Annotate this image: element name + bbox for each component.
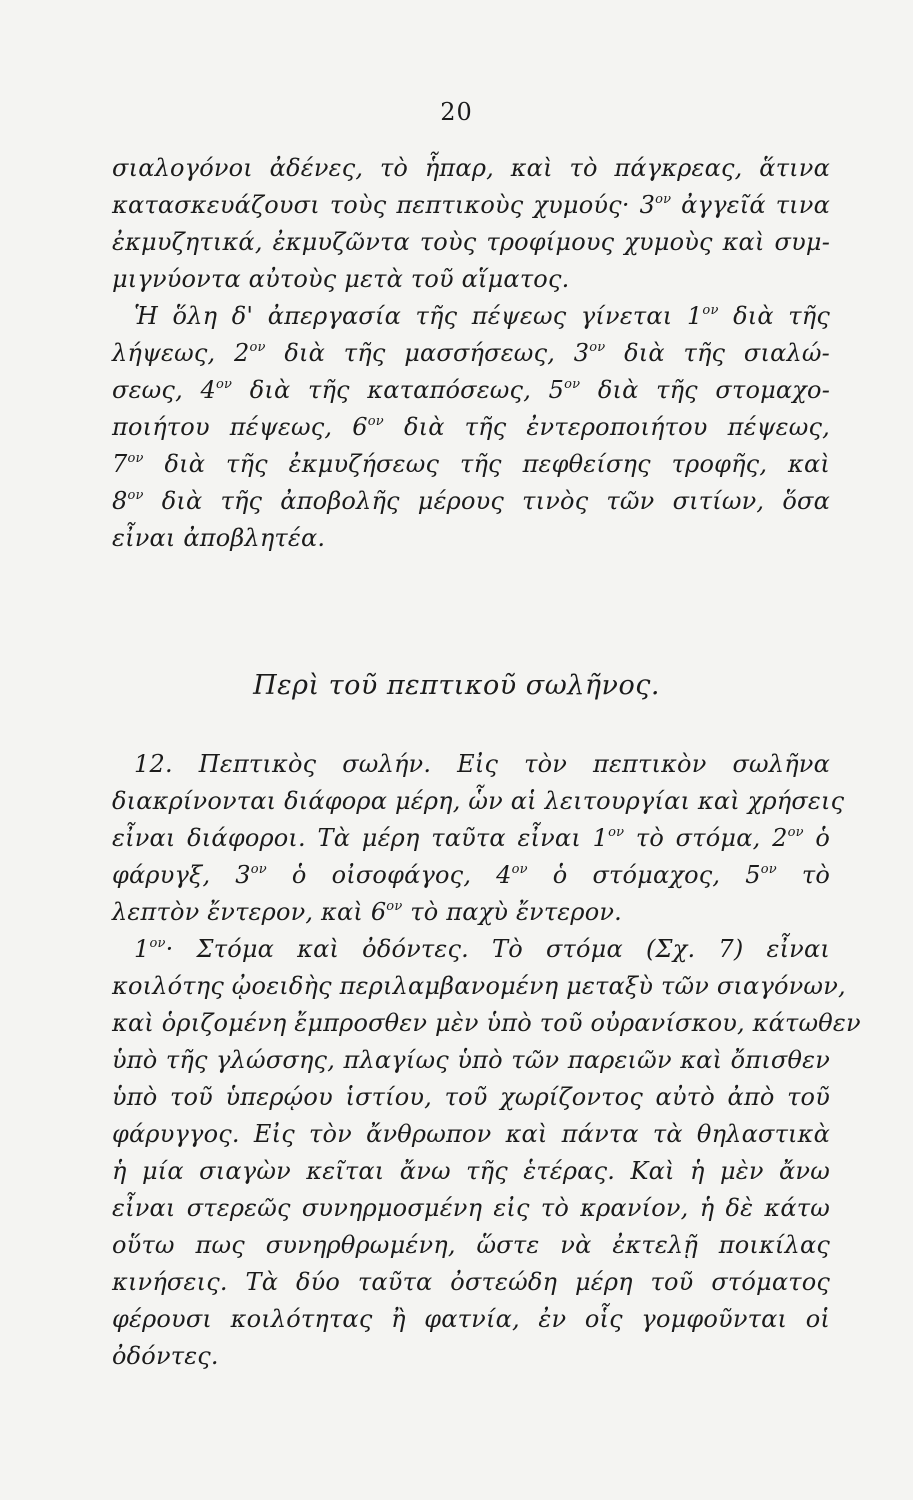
text-line: 12. Πεπτικὸς σωλήν. Εἰς τὸν πεπτικὸν σωλῆνα: [134, 750, 830, 778]
text-line: $7^{o\nu}$ διὰ τῆς ἐκμυζήσεως τῆς πεφθείσης τροφῆς, καὶ: [112, 450, 830, 478]
text-line: σεως, $4^{o\nu}$ διὰ τῆς καταπόσεως, $5^{o\nu}$ διὰ τῆς στομαχο-: [112, 376, 831, 404]
text-line: εἶναι διάφοροι. Τὰ μέρη ταῦτα εἶναι $1^{o\nu}$ τὸ στόμα, $2^{o\nu}$ ὁ: [112, 824, 831, 852]
text-line: κατασκευάζουσι τοὺς πεπτικοὺς $\chi\upsilon\mu oύ\varsigma\cdot 3^{o\nu}$ ἀγγεῖά τινα: [112, 191, 830, 219]
text-line: ἐκμυζητικά, ἐκμυζῶντα τοὺς τροφίμους χυμοὺς καὶ συμ-: [112, 228, 830, 256]
text-line: Ἡ ὅλη δ' ἀπεργασία τῆς πέψεως γίνεται $1^{o\nu}$ διὰ τῆς: [134, 302, 830, 330]
text-line: ὑπὸ τοῦ ὑπερῴου ἱστίου, τοῦ χωρίζοντος αὐτὸ ἀπὸ τοῦ: [112, 1083, 830, 1111]
text-line: οὕτω πως συνηρθρωμένη, ὥστε νὰ ἐκτελῇ ποικίλας: [112, 1231, 830, 1259]
text-line: σιαλογόνοι ἀδένες, τὸ ἧπαρ, καὶ τὸ πάγκρεας, ἅτινα: [112, 154, 830, 182]
text-line: λήψεως, $2^{o\nu}$ διὰ τῆς μασσήσεως, $3^{o\nu}$ διὰ τῆς σιαλώ-: [112, 339, 830, 367]
text-line: φάρυγγος. Εἰς τὸν ἄνθρωπον καὶ πάντα τὰ θηλαστικὰ: [112, 1120, 830, 1148]
text-line: λεπτὸν ἔντερον, καὶ $6^{o\nu}$ τὸ παχὺ ἔντερον.: [112, 898, 622, 926]
text-line: μιγνύοντα αὐτοὺς μετὰ τοῦ αἵματος.: [112, 265, 570, 293]
text-line: διακρίνονται διάφορα μέρη, ὧν αἱ λειτουργίαι καὶ χρήσεις: [112, 787, 845, 815]
text-line: ἡ μία σιαγὼν κεῖται ἄνω τῆς ἑτέρας. Καὶ ἡ μὲν ἄνω: [112, 1157, 830, 1185]
text-line: ποιήτου πέψεως, $6^{o\nu}$ διὰ τῆς ἐντεροποιήτου πέψεως,: [112, 413, 831, 441]
page-number: 20: [440, 98, 473, 126]
text-line: $1^{o\nu}\cdot \Sigma\tau ό\mu\alpha$ καὶ ὀδόντες. Τὸ στόμα (Σχ. 7) εἶναι: [134, 935, 830, 963]
text-line: φέρουσι κοιλότητας ἢ φατνία, ἐν οἷς γομφοῦνται οἱ: [112, 1305, 830, 1333]
text-line: ὑπὸ τῆς γλώσσης, πλαγίως ὑπὸ τῶν παρειῶν καὶ ὄπισθεν: [112, 1046, 830, 1074]
text-line: κινήσεις. Τὰ δύο ταῦτα ὀστεώδη μέρη τοῦ στόματος: [112, 1268, 830, 1296]
text-line: καὶ ὁριζομένη ἔμπροσθεν μὲν ὑπὸ τοῦ οὐρανίσκου, κάτωθεν: [112, 1009, 861, 1037]
text-line: εἶναι στερεῶς συνηρμοσμένη εἰς τὸ κρανίον, ἡ δὲ κάτω: [112, 1194, 830, 1222]
section-heading: Περὶ τοῦ πεπτικοῦ σωλῆνος.: [253, 670, 660, 701]
text-line: φάρυγξ, $3^{o\nu}$ ὁ οἰσοφάγος, $4^{o\nu}$ ὁ στόμαχος, $5^{o\nu}$ τὸ: [112, 861, 830, 889]
text-line: εἶναι ἀποβλητέα.: [112, 524, 326, 552]
text-line: $8^{o\nu}$ διὰ τῆς ἀποβολῆς μέρους τινὸς τῶν σιτίων, ὅσα: [112, 487, 830, 515]
body-text-bottom: [112, 746, 861, 1375]
text-line: ὀδόντες.: [112, 1342, 219, 1370]
text-line: κοιλότης ᾠοειδὴς περιλαμβανομένη μεταξὺ τῶν σιαγόνων,: [112, 972, 846, 1000]
body-text-top: [112, 150, 830, 557]
